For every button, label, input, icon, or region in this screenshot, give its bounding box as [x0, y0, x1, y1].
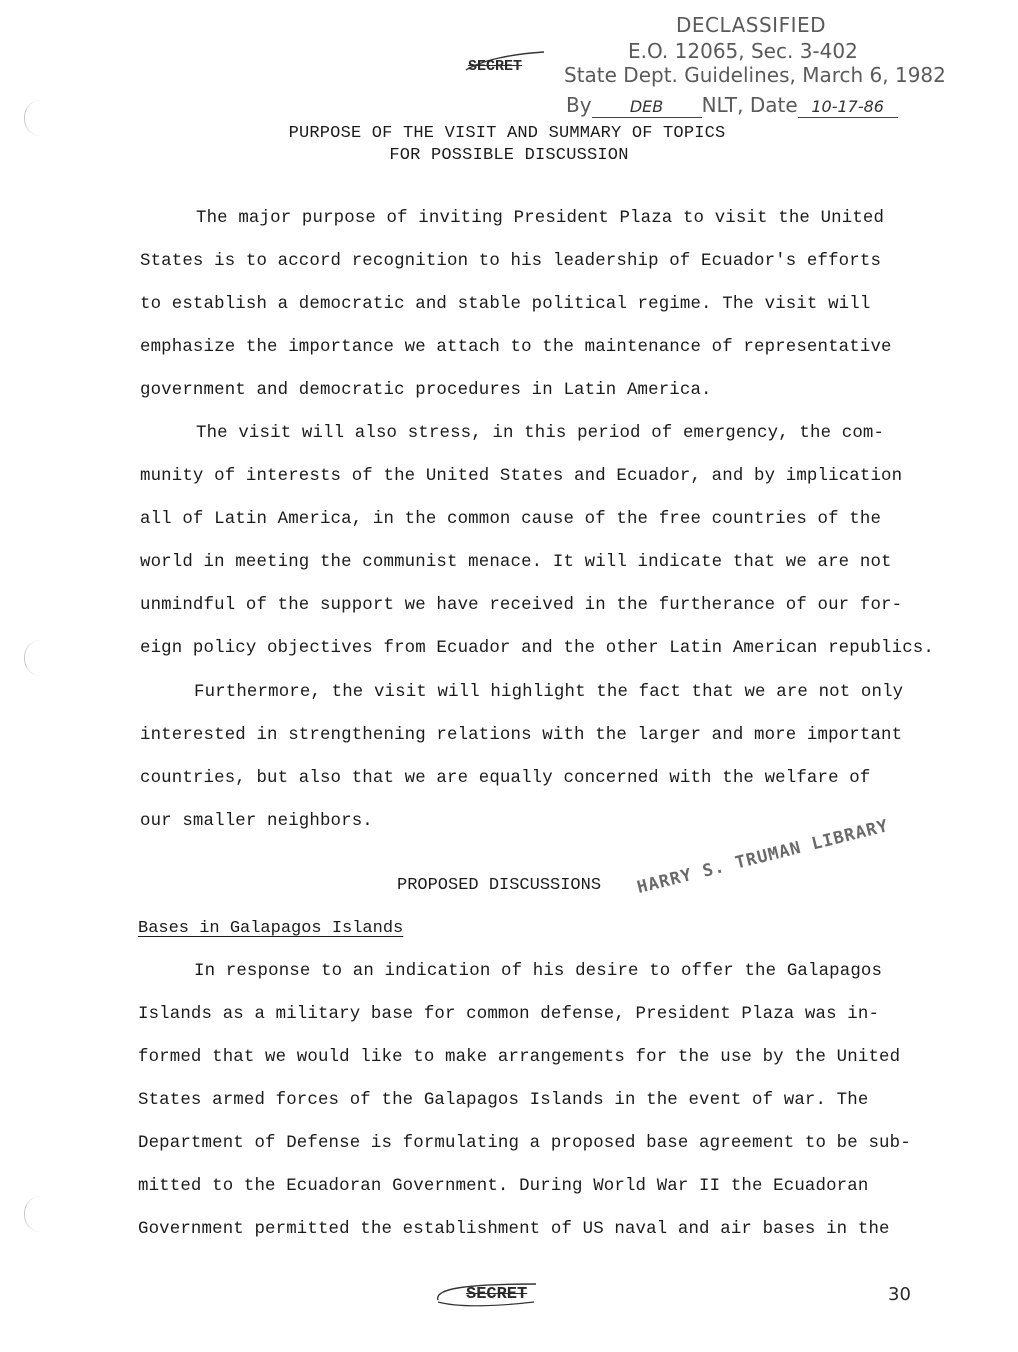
paragraph-line: Department of Defense is formulating a proposed base agreement to be sub-	[138, 1134, 911, 1153]
punch-hole-mark	[24, 640, 41, 676]
paragraph-line: States is to accord recognition to his leadership of Ecuador's efforts	[140, 252, 882, 271]
declassified-stamp-order: E.O. 12065, Sec. 3-402	[628, 39, 858, 63]
paragraph-line: to establish a democratic and stable political regime. The visit will	[140, 295, 871, 314]
section-heading: PROPOSED DISCUSSIONS	[397, 876, 602, 895]
declassified-stamp-signature-line	[566, 92, 898, 119]
classification-marking-top: SECRET	[468, 58, 523, 75]
by-value: DEB	[592, 97, 702, 118]
paragraph-line: In response to an indication of his desire to offer the Galapagos	[194, 962, 883, 981]
paragraph-line: Islands as a military base for common defense, President Plaza was in-	[138, 1005, 880, 1024]
paragraph-line: unmindful of the support we have received in the furtherance of our for-	[140, 596, 903, 615]
paragraph-line: Government permitted the establishment of US naval and air bases in the	[138, 1220, 890, 1239]
truman-library-stamp: HARRY S. TRUMAN LIBRARY	[635, 816, 891, 898]
by-label: By	[566, 93, 592, 117]
declassified-stamp-title: DECLASSIFIED	[676, 13, 827, 37]
paragraph-line: world in meeting the communist menace. It will indicate that we are not	[140, 553, 892, 572]
paragraph-line: emphasize the importance we attach to the maintenance of representative	[140, 338, 892, 357]
paragraph-line: formed that we would like to make arrangements for the use by the United	[138, 1048, 901, 1067]
paragraph-line: Furthermore, the visit will highlight the fact that we are not only	[194, 683, 904, 702]
nlt-date-label: NLT, Date	[701, 93, 798, 117]
date-value: 10-17-86	[798, 97, 898, 118]
paragraph-line: our smaller neighbors.	[140, 812, 373, 831]
paragraph-line: eign policy objectives from Ecuador and the other Latin American republics.	[140, 639, 934, 658]
classification-marking-bottom: SECRET	[466, 1285, 528, 1304]
section-subheading: Bases in Galapagos Islands	[138, 919, 404, 938]
document-title-line2: FOR POSSIBLE DISCUSSION	[389, 146, 629, 165]
page-number: 30	[888, 1284, 911, 1305]
document-title-line1: PURPOSE OF THE VISIT AND SUMMARY OF TOPICS	[288, 124, 726, 143]
paragraph-line: States armed forces of the Galapagos Islands in the event of war. The	[138, 1091, 869, 1110]
punch-hole-mark	[24, 1196, 41, 1232]
paragraph-line: interested in strengthening relations with the larger and more important	[140, 726, 903, 745]
paragraph-line: munity of interests of the United States and Ecuador, and by implication	[140, 467, 903, 486]
paragraph-line: The major purpose of inviting President Plaza to visit the United	[196, 209, 885, 228]
declassified-stamp-guidelines: State Dept. Guidelines, March 6, 1982	[564, 63, 946, 87]
paragraph-line: countries, but also that we are equally concerned with the welfare of	[140, 769, 871, 788]
paragraph-line: government and democratic procedures in Latin America.	[140, 381, 712, 400]
paragraph-line: The visit will also stress, in this period of emergency, the com-	[196, 424, 885, 443]
paragraph-line: all of Latin America, in the common cause of the free countries of the	[140, 510, 882, 529]
paragraph-line: mitted to the Ecuadoran Government. During World War II the Ecuadoran	[138, 1177, 869, 1196]
